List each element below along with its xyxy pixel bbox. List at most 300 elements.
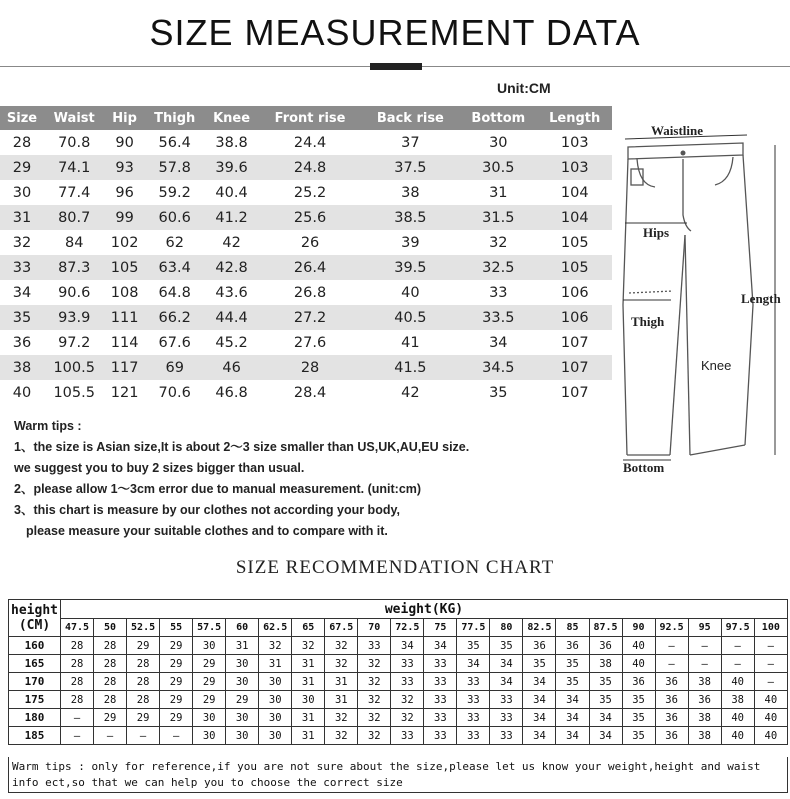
size-table-cell: 32 — [489, 234, 508, 251]
recommended-size-cell: 34 — [523, 727, 556, 745]
recommended-size-cell: 32 — [358, 655, 391, 673]
size-table-cell: 40.5 — [362, 305, 460, 330]
recommended-size-cell: — — [754, 655, 787, 673]
size-table-cell: 31 — [0, 205, 44, 230]
recommended-size-cell: — — [721, 637, 754, 655]
recommendation-title: SIZE RECOMMENDATION CHART — [235, 557, 555, 578]
size-table-cell: 42 — [401, 384, 420, 401]
size-table-cell: 74.1 — [44, 155, 104, 180]
weight-values-row — [9, 619, 788, 637]
size-table-cell: 41.5 — [362, 355, 460, 380]
size-table-cell: 90.6 — [58, 284, 91, 301]
weight-value: 52.5 — [127, 619, 160, 637]
recommended-size-cell: 34 — [391, 637, 424, 655]
size-table-cell: 57.8 — [145, 155, 205, 180]
size-table-cell: 108 — [110, 284, 139, 301]
size-table-cell: 38 — [0, 355, 44, 380]
weight-value: 75 — [424, 619, 457, 637]
size-table-header: Hip — [104, 106, 144, 130]
recommendation-row — [9, 709, 788, 727]
recommended-size-cell: 32 — [325, 727, 358, 745]
size-table-cell: 38.5 — [362, 205, 460, 230]
recommended-size-cell: 30 — [193, 727, 226, 745]
size-table-cell: 96 — [115, 184, 134, 201]
size-table-cell: 34.5 — [459, 355, 537, 380]
size-table-cell: 64.8 — [158, 284, 191, 301]
size-table-cell: 38 — [401, 184, 420, 201]
recommended-size-cell: 34 — [424, 637, 457, 655]
recommended-size-cell: 34 — [556, 727, 589, 745]
size-table-cell: 93.9 — [44, 305, 104, 330]
size-table-cell: 42.8 — [205, 255, 259, 280]
size-table-header: Thigh — [145, 106, 205, 130]
recommended-size-cell: 36 — [556, 637, 589, 655]
recommended-size-cell: 33 — [391, 673, 424, 691]
recommended-size-cell: 29 — [127, 709, 160, 727]
size-table-cell: 105 — [104, 255, 144, 280]
recommended-size-cell: 32 — [259, 637, 292, 655]
recommended-size-cell: 31 — [325, 691, 358, 709]
size-table-row — [0, 205, 612, 230]
recommendation-row — [9, 691, 788, 709]
recommended-size-cell: 38 — [688, 709, 721, 727]
height-value: 175 — [9, 691, 61, 709]
recommended-size-cell: 33 — [424, 727, 457, 745]
height-header-unit: (CM) — [18, 618, 51, 633]
size-table-cell: 33 — [0, 255, 44, 280]
recommended-size-cell: 35 — [556, 655, 589, 673]
unit-label: Unit:CM — [497, 80, 551, 96]
size-table-cell: 30 — [489, 134, 508, 151]
size-table-cell: 28.4 — [293, 384, 327, 401]
weight-value: 90 — [622, 619, 655, 637]
weight-value: 85 — [556, 619, 589, 637]
size-table-cell: 25.6 — [258, 205, 361, 230]
recommended-size-cell: 30 — [259, 709, 292, 727]
size-table-cell: 35 — [0, 305, 44, 330]
recommended-size-cell: 33 — [358, 637, 391, 655]
recommended-size-cell: — — [721, 655, 754, 673]
recommended-size-cell: — — [61, 727, 94, 745]
size-table-cell: 44.4 — [205, 305, 259, 330]
tip-line: please measure your suitable clothes and to compare with it. — [26, 524, 388, 538]
recommended-size-cell: 29 — [193, 673, 226, 691]
size-table-cell: 37 — [401, 134, 420, 151]
size-table-cell: 107 — [560, 384, 589, 401]
recommended-size-cell: 35 — [556, 673, 589, 691]
bottom-label: Bottom — [623, 460, 665, 475]
size-table-cell: 99 — [104, 205, 144, 230]
size-table-cell: 40.4 — [215, 184, 248, 201]
height-value: 180 — [9, 709, 61, 727]
recommended-size-cell: 31 — [292, 655, 325, 673]
size-table-header-row — [0, 106, 612, 130]
recommended-size-cell: 38 — [688, 673, 721, 691]
recommended-size-cell: 32 — [358, 727, 391, 745]
recommended-size-cell: 29 — [94, 709, 127, 727]
recommended-size-cell: 29 — [127, 637, 160, 655]
recommended-size-cell: 33 — [457, 691, 490, 709]
pants-diagram — [615, 115, 790, 485]
weight-value: 97.5 — [721, 619, 754, 637]
recommended-size-cell: 35 — [589, 673, 622, 691]
recommended-size-cell: 31 — [226, 637, 259, 655]
size-table-row — [0, 180, 612, 205]
size-table-header: Length — [537, 106, 612, 130]
size-table-cell: 41.2 — [205, 205, 259, 230]
recommended-size-cell: 32 — [358, 709, 391, 727]
recommended-size-cell: 35 — [622, 727, 655, 745]
recommended-size-cell: 28 — [94, 673, 127, 691]
recommendation-row — [9, 727, 788, 745]
size-table-row — [0, 155, 612, 180]
size-recommendation-table — [8, 599, 788, 745]
size-table-cell: 40 — [401, 284, 420, 301]
recommended-size-cell: 38 — [721, 691, 754, 709]
size-table-cell: 67.6 — [158, 334, 191, 351]
size-table-cell: 90 — [115, 134, 134, 151]
recommended-size-cell: 30 — [226, 673, 259, 691]
length-label: Length — [741, 291, 781, 306]
recommended-size-cell: 40 — [754, 709, 787, 727]
recommended-size-cell: 33 — [424, 655, 457, 673]
size-table-cell: 45.2 — [215, 334, 248, 351]
recommended-size-cell: 40 — [721, 709, 754, 727]
size-table-cell: 24.8 — [258, 155, 361, 180]
recommended-size-cell: 33 — [490, 709, 523, 727]
recommended-size-cell: 28 — [61, 691, 94, 709]
size-table-cell: 34 — [12, 284, 32, 301]
size-table-cell: 107 — [537, 355, 612, 380]
size-table-cell: 59.2 — [158, 184, 191, 201]
size-table-row — [0, 380, 612, 405]
warm-tips — [14, 416, 469, 542]
recommended-size-cell: — — [688, 637, 721, 655]
size-table-cell: 66.2 — [145, 305, 205, 330]
size-table-header: Waist — [44, 106, 104, 130]
size-table-cell: 26.8 — [293, 284, 327, 301]
size-table-cell: 28 — [258, 355, 361, 380]
size-table-cell: 56.4 — [158, 134, 191, 151]
size-table-cell: 103 — [560, 134, 589, 151]
recommended-size-cell: 28 — [94, 691, 127, 709]
recommended-size-cell: 33 — [424, 673, 457, 691]
size-table-cell: 105 — [560, 234, 589, 251]
recommended-size-cell: 32 — [325, 709, 358, 727]
recommended-size-cell: 33 — [391, 727, 424, 745]
size-table-cell: 84 — [64, 234, 84, 251]
size-table-cell: 39.6 — [205, 155, 259, 180]
size-table-row — [0, 280, 612, 305]
size-table-cell: 111 — [104, 305, 144, 330]
recommended-size-cell: 29 — [160, 673, 193, 691]
recommended-size-cell: 36 — [688, 691, 721, 709]
size-table-header: Front rise — [258, 106, 361, 130]
recommended-size-cell: 36 — [622, 673, 655, 691]
recommended-size-cell: 35 — [589, 691, 622, 709]
size-table-cell: 60.6 — [145, 205, 205, 230]
recommended-size-cell: 38 — [688, 727, 721, 745]
recommended-size-cell: 30 — [226, 727, 259, 745]
size-table-cell: 100.5 — [44, 355, 104, 380]
height-value: 165 — [9, 655, 61, 673]
tip-line: 2、please allow 1～3cm error due to manual measurement. (unit:cm) — [14, 482, 422, 496]
size-table-cell: 30 — [12, 184, 32, 201]
bottom-warm-tips: Warm tips : only for reference,if you are not sure about the size,please let us know your weight,height and waist info ect,so that we can help you to choose the correct size — [8, 757, 788, 793]
weight-header: weight(KG) — [61, 600, 788, 619]
recommended-size-cell: 28 — [94, 655, 127, 673]
size-table-cell: 33.5 — [459, 305, 537, 330]
size-table-row — [0, 255, 612, 280]
recommended-size-cell: 36 — [523, 637, 556, 655]
size-table-cell: 29 — [0, 155, 44, 180]
recommended-size-cell: 29 — [193, 691, 226, 709]
recommended-size-cell: 28 — [61, 655, 94, 673]
recommended-size-cell: 32 — [391, 691, 424, 709]
weight-value: 80 — [490, 619, 523, 637]
size-table-cell: 77.4 — [58, 184, 91, 201]
size-table-cell: 30.5 — [459, 155, 537, 180]
recommendation-row — [9, 673, 788, 691]
recommended-size-cell: 33 — [490, 691, 523, 709]
size-table-cell: 37.5 — [362, 155, 460, 180]
recommended-size-cell: 35 — [622, 709, 655, 727]
weight-value: 72.5 — [391, 619, 424, 637]
size-table-cell: 26.4 — [258, 255, 361, 280]
size-table-cell: 114 — [110, 334, 139, 351]
height-value: 160 — [9, 637, 61, 655]
recommended-size-cell: 32 — [292, 637, 325, 655]
recommended-size-cell: 35 — [523, 655, 556, 673]
size-table-row — [0, 305, 612, 330]
knee-label: Knee — [701, 358, 732, 373]
recommended-size-cell: 32 — [391, 709, 424, 727]
size-table-header: Back rise — [362, 106, 460, 130]
recommended-size-cell: 33 — [391, 655, 424, 673]
weight-value: 47.5 — [61, 619, 94, 637]
recommended-size-cell: 31 — [259, 655, 292, 673]
weight-value: 62.5 — [259, 619, 292, 637]
weight-value: 92.5 — [655, 619, 688, 637]
recommended-size-cell: 34 — [556, 709, 589, 727]
size-table-cell: 25.2 — [293, 184, 327, 201]
recommended-size-cell: 29 — [160, 691, 193, 709]
size-table-cell: 28 — [12, 134, 32, 151]
recommended-size-cell: 29 — [160, 637, 193, 655]
recommended-size-cell: — — [94, 727, 127, 745]
size-table-cell: 69 — [145, 355, 205, 380]
size-table-row — [0, 355, 612, 380]
recommended-size-cell: 33 — [457, 709, 490, 727]
tips-heading: Warm tips : — [14, 419, 82, 433]
weight-value: 70 — [358, 619, 391, 637]
height-header — [9, 600, 61, 637]
size-table-cell: 70.6 — [158, 384, 191, 401]
recommended-size-cell: — — [688, 655, 721, 673]
height-header-label: height — [11, 603, 58, 618]
size-table-cell: 33 — [489, 284, 508, 301]
size-table-cell: 34 — [489, 334, 508, 351]
recommended-size-cell: 31 — [325, 673, 358, 691]
size-table-cell: 107 — [560, 334, 589, 351]
size-table-cell: 31.5 — [459, 205, 537, 230]
recommended-size-cell: — — [61, 709, 94, 727]
size-table-cell: 24.4 — [293, 134, 327, 151]
recommended-size-cell: 34 — [589, 709, 622, 727]
weight-value: 60 — [226, 619, 259, 637]
recommended-size-cell: 34 — [523, 709, 556, 727]
size-table-cell: 70.8 — [58, 134, 91, 151]
size-table-cell: 105.5 — [53, 384, 95, 401]
size-table-cell: 41 — [401, 334, 420, 351]
recommended-size-cell: — — [655, 655, 688, 673]
recommended-size-cell: 40 — [754, 691, 787, 709]
recommended-size-cell: 34 — [457, 655, 490, 673]
recommended-size-cell: 34 — [490, 673, 523, 691]
size-table-cell: 93 — [104, 155, 144, 180]
recommended-size-cell: 35 — [622, 691, 655, 709]
recommended-size-cell: 32 — [325, 655, 358, 673]
recommended-size-cell: 28 — [127, 691, 160, 709]
size-table-cell: 31 — [489, 184, 508, 201]
size-table-cell: 87.3 — [44, 255, 104, 280]
size-table-cell: 106 — [560, 284, 589, 301]
size-table-cell: 32 — [12, 234, 32, 251]
tip-line: 1、the size is Asian size,It is about 2～3 size smaller than US,UK,AU,EU size. — [14, 440, 470, 454]
recommended-size-cell: 36 — [589, 637, 622, 655]
recommended-size-cell: 29 — [193, 655, 226, 673]
size-table-cell: 106 — [537, 305, 612, 330]
size-table-cell: 39 — [401, 234, 420, 251]
size-table-header: Bottom — [459, 106, 537, 130]
recommended-size-cell: 40 — [622, 655, 655, 673]
recommended-size-cell: 28 — [127, 673, 160, 691]
recommendation-row — [9, 655, 788, 673]
recommended-size-cell: — — [127, 727, 160, 745]
recommended-size-cell: 40 — [721, 673, 754, 691]
recommended-size-cell: 40 — [721, 727, 754, 745]
recommended-size-cell: 36 — [655, 709, 688, 727]
size-table-cell: 27.6 — [293, 334, 327, 351]
size-table-cell: 42 — [222, 234, 241, 251]
recommended-size-cell: 33 — [457, 727, 490, 745]
size-table-cell: 62 — [165, 234, 184, 251]
weight-value: 65 — [292, 619, 325, 637]
recommended-size-cell: 33 — [490, 727, 523, 745]
weight-value: 100 — [754, 619, 787, 637]
size-table-header: Knee — [205, 106, 259, 130]
recommended-size-cell: 28 — [61, 673, 94, 691]
recommended-size-cell: 30 — [193, 637, 226, 655]
size-table-cell: 32.5 — [459, 255, 537, 280]
recommended-size-cell: 30 — [226, 655, 259, 673]
recommended-size-cell: 31 — [292, 709, 325, 727]
recommended-size-cell: 30 — [259, 691, 292, 709]
weight-value: 95 — [688, 619, 721, 637]
size-table-cell: 105 — [537, 255, 612, 280]
recommended-size-cell: 29 — [226, 691, 259, 709]
size-table-cell: 80.7 — [44, 205, 104, 230]
size-table-cell: 26 — [300, 234, 320, 251]
weight-value: 77.5 — [457, 619, 490, 637]
size-table-cell: 38.8 — [215, 134, 248, 151]
recommended-size-cell: 34 — [589, 727, 622, 745]
size-table-cell: 40 — [12, 384, 32, 401]
recommended-size-cell: — — [754, 673, 787, 691]
recommended-size-cell: 35 — [457, 637, 490, 655]
recommended-size-cell: 29 — [160, 709, 193, 727]
recommended-size-cell: 33 — [424, 709, 457, 727]
recommended-size-cell: 34 — [523, 673, 556, 691]
size-table-cell: 103 — [537, 155, 612, 180]
waistline-label: Waistline — [651, 123, 704, 138]
recommended-size-cell: 31 — [292, 727, 325, 745]
size-table-row — [0, 330, 612, 355]
size-table-cell: 104 — [537, 205, 612, 230]
size-table-row — [0, 130, 612, 155]
weight-value: 87.5 — [589, 619, 622, 637]
weight-value: 67.5 — [325, 619, 358, 637]
size-table-cell: 117 — [104, 355, 144, 380]
tip-line: we suggest you to buy 2 sizes bigger than usual. — [14, 461, 305, 475]
thigh-label: Thigh — [631, 314, 665, 329]
recommended-size-cell: 32 — [358, 691, 391, 709]
size-table-header: Size — [0, 106, 44, 130]
recommended-size-cell: 36 — [655, 691, 688, 709]
weight-value: 82.5 — [523, 619, 556, 637]
recommendation-row — [9, 637, 788, 655]
recommended-size-cell: 34 — [490, 655, 523, 673]
page-title: SIZE MEASUREMENT DATA — [149, 12, 641, 53]
recommended-size-cell: — — [754, 637, 787, 655]
size-table-cell: 46.8 — [215, 384, 248, 401]
recommended-size-cell: 33 — [424, 691, 457, 709]
size-table-cell: 43.6 — [215, 284, 248, 301]
weight-value: 57.5 — [193, 619, 226, 637]
title-divider-accent — [370, 63, 422, 70]
recommended-size-cell: 28 — [61, 637, 94, 655]
height-value: 185 — [9, 727, 61, 745]
recommended-size-cell: 40 — [622, 637, 655, 655]
weight-value: 55 — [160, 619, 193, 637]
recommended-size-cell: 40 — [754, 727, 787, 745]
recommended-size-cell: 33 — [457, 673, 490, 691]
recommended-size-cell: — — [655, 637, 688, 655]
recommended-size-cell: 34 — [523, 691, 556, 709]
recommended-size-cell: 30 — [193, 709, 226, 727]
recommended-size-cell: 35 — [490, 637, 523, 655]
recommended-size-cell: 30 — [226, 709, 259, 727]
size-table-cell: 46 — [205, 355, 259, 380]
size-table-cell: 35 — [489, 384, 508, 401]
size-table-cell: 36 — [12, 334, 32, 351]
size-table-cell: 97.2 — [58, 334, 91, 351]
recommended-size-cell: 29 — [160, 655, 193, 673]
recommended-size-cell: 30 — [259, 727, 292, 745]
size-table-row — [0, 230, 612, 255]
size-table-cell: 63.4 — [145, 255, 205, 280]
size-table-cell: 27.2 — [258, 305, 361, 330]
recommended-size-cell: 31 — [292, 673, 325, 691]
tip-line: 3、this chart is measure by our clothes not according your body, — [14, 503, 400, 517]
size-table-cell: 39.5 — [362, 255, 460, 280]
recommended-size-cell: 34 — [556, 691, 589, 709]
height-value: 170 — [9, 673, 61, 691]
weight-value: 50 — [94, 619, 127, 637]
size-measurement-table — [0, 106, 612, 405]
recommended-size-cell: 28 — [127, 655, 160, 673]
size-table-cell: 104 — [560, 184, 589, 201]
